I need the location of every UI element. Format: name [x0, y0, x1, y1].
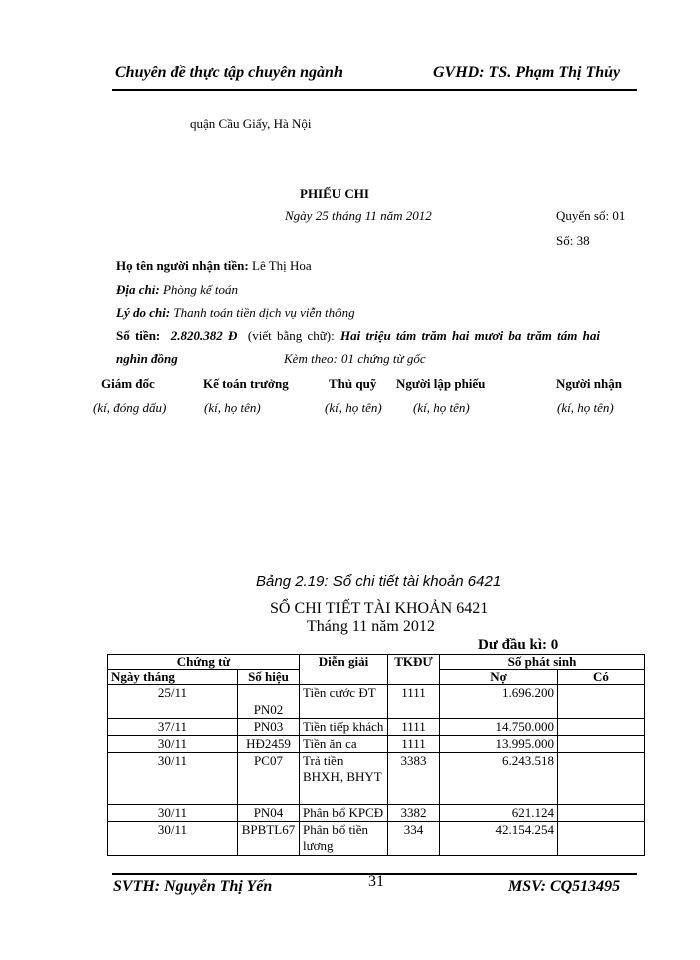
- sig-director-title: Giám đốc: [101, 376, 155, 391]
- cell-debit: 6.243.518: [440, 753, 558, 805]
- cell-credit: [558, 685, 645, 719]
- recipient-label: Họ tên người nhận tiền:: [116, 258, 249, 273]
- ledger-month: Tháng 11 năm 2012: [307, 618, 435, 635]
- voucher-book: Quyển số: 01: [556, 208, 626, 223]
- sig-receiver-title: Người nhận: [556, 376, 622, 391]
- footer-student: SVTH: Nguyễn Thị Yến: [113, 878, 273, 895]
- cell-number: BPBTL67: [238, 822, 300, 856]
- cell-number: PN04: [238, 805, 300, 822]
- sig-preparer-title: Người lập phiếu: [396, 376, 486, 391]
- in-words-label: (viết bằng chữ):: [247, 328, 335, 343]
- sig-chief-accountant-note: (kí, họ tên): [204, 400, 261, 415]
- cell-account: 1111: [388, 685, 440, 719]
- cell-desc: Phân bổ tiền lương: [300, 822, 388, 856]
- cell-account: 1111: [388, 736, 440, 753]
- sig-cashier-title: Thủ quỹ: [329, 376, 377, 391]
- sig-preparer-note: (kí, họ tên): [413, 400, 470, 415]
- cell-number: PC07: [238, 753, 300, 805]
- cell-debit: 621.124: [440, 805, 558, 822]
- in-words-cont: nghìn đồng: [116, 351, 178, 366]
- cell-date: 30/11: [108, 753, 238, 805]
- col-account: TKĐƯ: [388, 655, 440, 685]
- cell-date: 25/11: [108, 685, 238, 719]
- cell-debit: 13.995.000: [440, 736, 558, 753]
- col-voucher: Chứng từ: [108, 655, 300, 670]
- table-row: [108, 736, 645, 753]
- cell-number: PN03: [238, 719, 300, 736]
- recipient-value: Lê Thị Hoa: [252, 258, 312, 273]
- cell-date: 37/11: [108, 719, 238, 736]
- col-debit: Nợ: [440, 670, 558, 685]
- cell-credit: [558, 753, 645, 805]
- amount-label: Số tiền:: [116, 328, 161, 343]
- cell-account: 334: [388, 822, 440, 856]
- cell-credit: [558, 736, 645, 753]
- col-amount: Số phát sinh: [440, 655, 645, 670]
- header-row-1: [108, 655, 645, 670]
- reason-label: Lý do chi:: [116, 305, 171, 320]
- footer-student-id: MSV: CQ513495: [508, 878, 621, 895]
- table-row: [108, 719, 645, 736]
- cell-credit: [558, 805, 645, 822]
- in-words-value: Hai triệu tám trăm hai mươi ba trăm tám hai: [340, 328, 600, 343]
- cell-account: 1111: [388, 719, 440, 736]
- address-label: Địa chỉ:: [116, 282, 160, 297]
- table-row: [108, 822, 645, 856]
- reason-line: [116, 305, 355, 321]
- cell-credit: [558, 822, 645, 856]
- ledger-caption: Bảng 2.19: Sổ chi tiết tài khoản 6421: [256, 573, 502, 590]
- cell-number: PN02: [238, 685, 300, 719]
- col-credit: Có: [558, 670, 645, 685]
- voucher-date: Ngày 25 tháng 11 năm 2012: [285, 208, 432, 223]
- cell-debit: 1.696.200: [440, 685, 558, 719]
- cell-debit: 42.154.254: [440, 822, 558, 856]
- amount-value: 2.820.382 Đ: [170, 328, 238, 343]
- sig-cashier-note: (kí, họ tên): [325, 400, 382, 415]
- voucher-title: PHIẾU CHI: [300, 186, 369, 201]
- opening-balance: Dư đầu kì: 0: [478, 637, 559, 653]
- cell-debit: 14.750.000: [440, 719, 558, 736]
- header-left: Chuyên đề thực tập chuyên ngành: [115, 64, 343, 81]
- header-right: GVHD: TS. Phạm Thị Thủy: [433, 64, 621, 81]
- sig-director-note: (kí, đóng dấu): [93, 400, 167, 415]
- attached: Kèm theo: 01 chứng từ gốc: [284, 351, 426, 366]
- cell-desc: Tiền ăn ca: [300, 736, 388, 753]
- address-line: quận Cầu Giấy, Hà Nội: [190, 116, 312, 131]
- reason-value: Thanh toán tiền dịch vụ viễn thông: [173, 305, 355, 320]
- col-date: Ngày tháng: [108, 670, 238, 685]
- cell-date: 30/11: [108, 805, 238, 822]
- address-value: Phòng kế toán: [162, 282, 239, 297]
- table-row: [108, 753, 645, 805]
- cell-date: 30/11: [108, 736, 238, 753]
- sig-receiver-note: (kí, họ tên): [557, 400, 614, 415]
- header-rule: [112, 89, 637, 91]
- cell-account: 3382: [388, 805, 440, 822]
- voucher-number: Số: 38: [556, 233, 590, 248]
- footer-page-number: 31: [368, 873, 384, 890]
- cell-credit: [558, 719, 645, 736]
- cell-desc: Phân bổ KPCĐ: [300, 805, 388, 822]
- cell-desc: Tiền cước ĐT: [300, 685, 388, 719]
- ledger-table: [107, 654, 645, 856]
- amount-line: [116, 328, 600, 344]
- address-line-voucher: [116, 282, 238, 298]
- table-row: [108, 685, 645, 719]
- cell-account: 3383: [388, 753, 440, 805]
- cell-date: 30/11: [108, 822, 238, 856]
- col-number: Số hiệu: [238, 670, 300, 685]
- recipient-line: [116, 258, 312, 274]
- table-row: [108, 805, 645, 822]
- cell-number: HĐ2459: [238, 736, 300, 753]
- sig-chief-accountant-title: Kế toán trưởng: [203, 376, 289, 391]
- cell-desc: Trả tiền BHXH, BHYT: [300, 753, 388, 805]
- cell-desc: Tiền tiếp khách: [300, 719, 388, 736]
- col-description: Diễn giải: [300, 655, 388, 685]
- ledger-title: SỔ CHI TIẾT TÀI KHOẢN 6421: [270, 600, 489, 617]
